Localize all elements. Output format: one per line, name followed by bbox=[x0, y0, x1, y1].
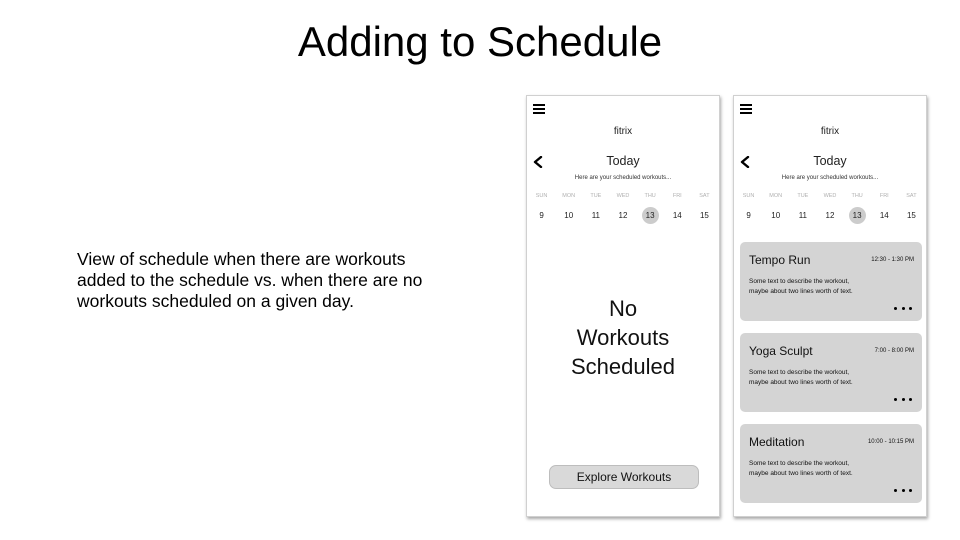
day-subtitle: Here are your scheduled workouts... bbox=[574, 175, 672, 181]
phone-screen-scheduled bbox=[733, 95, 927, 517]
empty-state-message: No Workouts Scheduled bbox=[571, 296, 675, 379]
date-cell[interactable]: 14 bbox=[672, 210, 682, 220]
weekday-label: MON bbox=[769, 193, 783, 199]
date-cell[interactable]: 10 bbox=[564, 210, 574, 220]
workout-card-yoga-sculpt[interactable] bbox=[740, 333, 922, 412]
workout-card-tempo-run[interactable] bbox=[740, 242, 922, 321]
weekday-label: WED bbox=[616, 193, 630, 199]
date-cell-selected[interactable]: 13 bbox=[844, 206, 871, 224]
workout-time: 12:30 - 1:30 PM bbox=[871, 257, 914, 263]
more-options-icon[interactable] bbox=[894, 489, 912, 493]
weekday-label: THU bbox=[851, 193, 863, 199]
explore-workouts-button[interactable]: Explore Workouts bbox=[549, 465, 699, 489]
date-cell-selected[interactable]: 13 bbox=[637, 206, 664, 224]
weekday-label: FRI bbox=[879, 193, 889, 199]
date-cell[interactable]: 15 bbox=[699, 210, 709, 220]
workout-card-meditation[interactable] bbox=[740, 424, 922, 503]
date-row bbox=[527, 206, 719, 224]
workout-time: 7:00 - 8:00 PM bbox=[874, 348, 914, 354]
weekday-label: SAT bbox=[699, 193, 710, 199]
date-cell[interactable]: 15 bbox=[906, 210, 916, 220]
weekday-label: WED bbox=[823, 193, 837, 199]
app-name: fitrix bbox=[613, 126, 633, 137]
weekday-label: SAT bbox=[906, 193, 917, 199]
date-cell[interactable]: 12 bbox=[825, 210, 835, 220]
day-title: Today bbox=[606, 154, 640, 168]
date-cell[interactable]: 9 bbox=[539, 210, 544, 220]
workout-name: Yoga Sculpt bbox=[749, 344, 813, 358]
weekday-label: FRI bbox=[672, 193, 682, 199]
slide-description: View of schedule when there are workouts added to the schedule vs. when there are no workouts scheduled on a given day. bbox=[77, 249, 423, 311]
slide-title: Adding to Schedule bbox=[297, 18, 663, 65]
date-cell[interactable]: 12 bbox=[618, 210, 628, 220]
date-cell[interactable]: 9 bbox=[746, 210, 751, 220]
workout-time: 10:00 - 10:15 PM bbox=[867, 439, 914, 445]
date-cell[interactable]: 11 bbox=[591, 210, 600, 220]
day-subtitle: Here are your scheduled workouts... bbox=[781, 175, 879, 181]
app-name: fitrix bbox=[820, 126, 840, 137]
menu-icon[interactable] bbox=[533, 104, 547, 115]
date-row bbox=[734, 206, 926, 224]
workout-description: Some text to describe the workout, maybe about two lines worth of text. bbox=[749, 278, 853, 295]
day-title: Today bbox=[813, 154, 847, 168]
date-cell[interactable]: 10 bbox=[771, 210, 781, 220]
weekday-label: THU bbox=[644, 193, 656, 199]
more-options-icon[interactable] bbox=[894, 398, 912, 402]
workout-description: Some text to describe the workout, maybe about two lines worth of text. bbox=[749, 460, 853, 477]
workout-name: Meditation bbox=[749, 435, 805, 449]
phone-screen-empty bbox=[526, 95, 720, 517]
weekday-label: MON bbox=[562, 193, 576, 199]
workout-name: Tempo Run bbox=[749, 253, 811, 267]
weekday-label: TUE bbox=[797, 193, 809, 199]
weekday-label: SUN bbox=[742, 193, 755, 199]
weekday-label: SUN bbox=[535, 193, 548, 199]
weekday-header-row bbox=[734, 193, 926, 199]
workout-description: Some text to describe the workout, maybe about two lines worth of text. bbox=[749, 369, 853, 386]
menu-icon[interactable] bbox=[740, 104, 754, 115]
more-options-icon[interactable] bbox=[894, 307, 912, 311]
weekday-header-row bbox=[527, 193, 719, 199]
date-cell[interactable]: 14 bbox=[879, 210, 889, 220]
weekday-label: TUE bbox=[590, 193, 602, 199]
date-cell[interactable]: 11 bbox=[798, 210, 807, 220]
